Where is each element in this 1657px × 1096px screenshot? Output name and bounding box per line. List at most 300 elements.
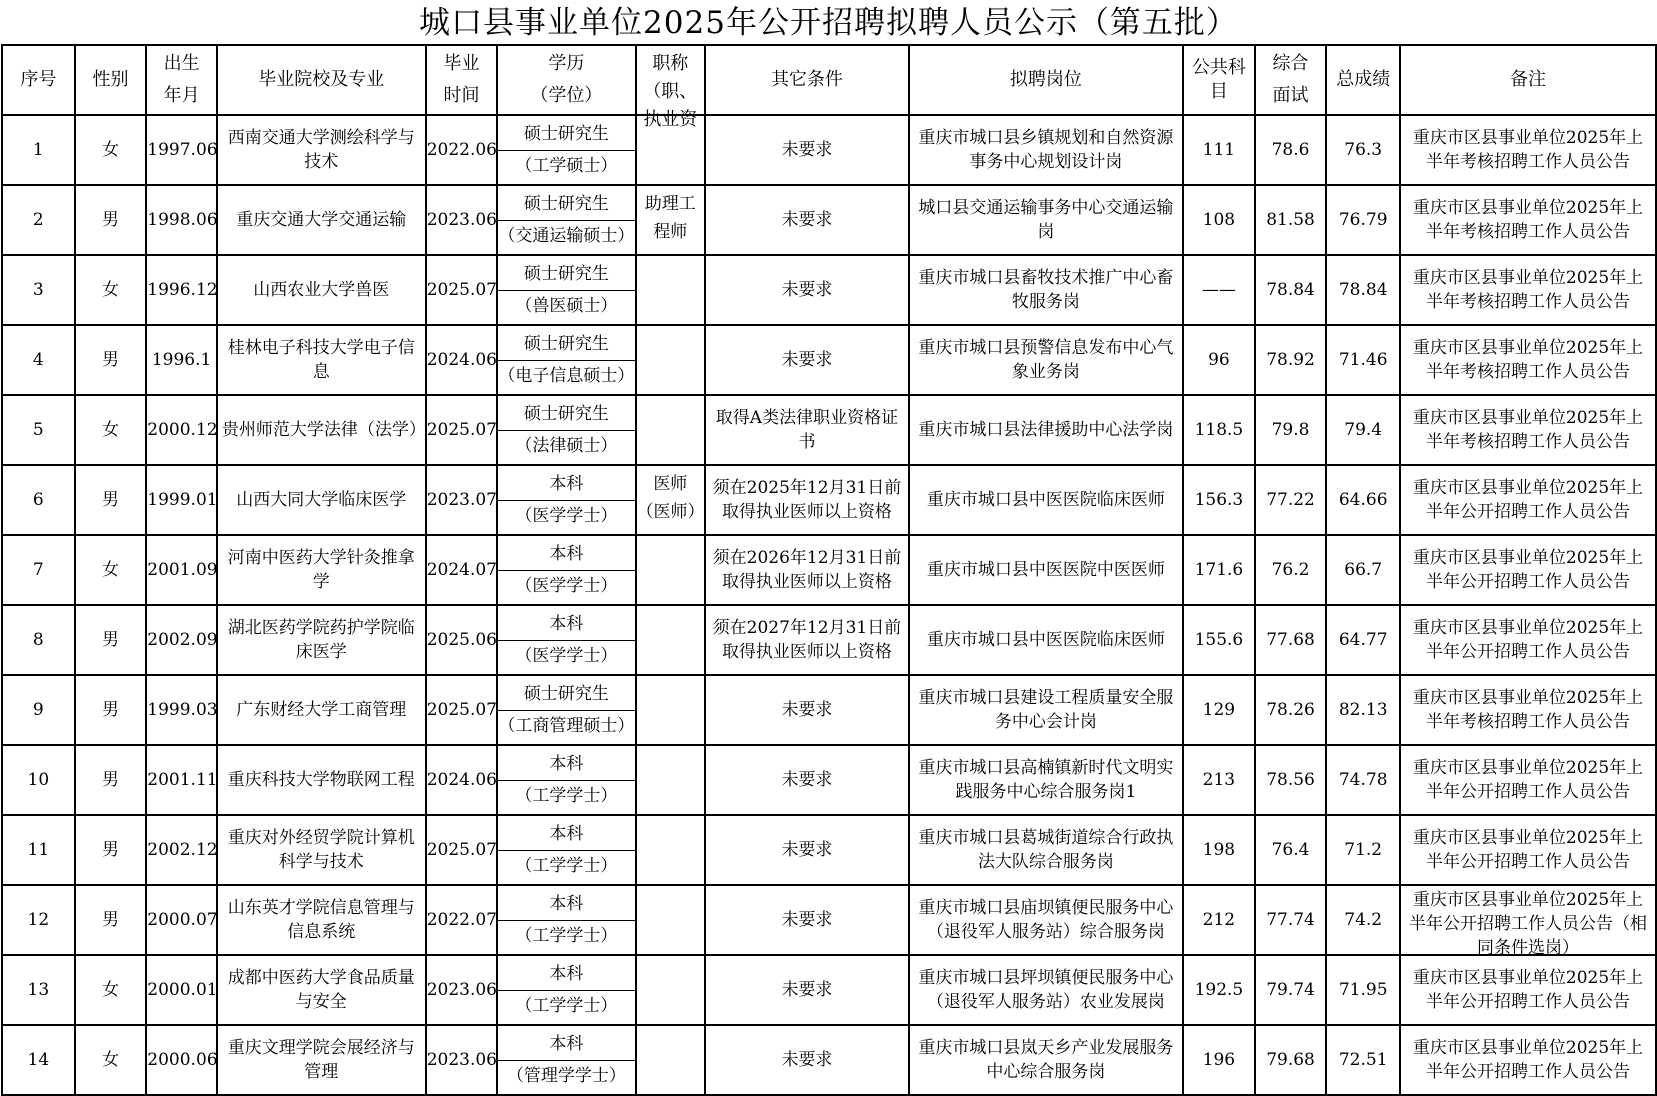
cell-total: 79.4 <box>1326 395 1400 465</box>
cell-edu-degree: （兽医硕士） <box>515 296 618 317</box>
cell-interview: 77.74 <box>1255 885 1327 955</box>
cell-total: 72.51 <box>1326 1025 1400 1095</box>
cell-birth: 2001.09 <box>146 535 217 605</box>
cell-school-text: 山西大同大学临床医学 <box>236 490 407 510</box>
cell-gender: 女 <box>75 255 147 325</box>
cell-interview: 79.68 <box>1255 1025 1327 1095</box>
cell-interview: 78.6 <box>1255 115 1327 185</box>
cell-post <box>909 745 1183 815</box>
cell-school <box>217 605 426 675</box>
cell-title <box>636 815 706 885</box>
cell-post-text: 重庆市城口县乡镇规划和自然资源事务中心规划设计岗 <box>918 128 1174 172</box>
cell-edu-degree: （交通运输硕士） <box>498 226 635 247</box>
cell-title <box>636 675 706 745</box>
cell-birth: 2001.11 <box>146 745 217 815</box>
cell-total: 64.66 <box>1326 465 1400 535</box>
header-other: 其它条件 <box>705 45 909 115</box>
table-row <box>2 1025 1656 1095</box>
cell-grad: 2023.06 <box>426 1025 498 1095</box>
cell-edu <box>497 185 635 255</box>
cell-edu-degree: （医学学士） <box>515 506 618 527</box>
cell-remark <box>1400 955 1656 1025</box>
cell-school <box>217 885 426 955</box>
cell-remark <box>1400 815 1656 885</box>
cell-other-text: 未要求 <box>781 1050 833 1070</box>
cell-public: 156.3 <box>1183 465 1255 535</box>
cell-title-text <box>637 746 705 814</box>
cell-edu-degree: （医学学士） <box>515 576 618 597</box>
cell-school-text: 湖北医药学院药护学院临床医学 <box>227 618 415 662</box>
cell-post-text: 城口县交通运输事务中心交通运输岗 <box>918 198 1174 242</box>
header-gender: 性别 <box>75 45 147 115</box>
cell-birth: 2000.12 <box>146 395 217 465</box>
cell-interview: 76.2 <box>1255 535 1327 605</box>
cell-title <box>636 395 706 465</box>
cell-edu <box>497 605 635 675</box>
cell-post <box>909 395 1183 465</box>
cell-school-text: 河南中医药大学针灸推拿学 <box>227 548 415 592</box>
cell-title-text <box>637 886 705 954</box>
table-row <box>2 885 1656 955</box>
cell-gender: 男 <box>75 465 147 535</box>
header-post: 拟聘岗位 <box>909 45 1183 115</box>
cell-edu <box>497 395 635 465</box>
cell-birth: 2000.01 <box>146 955 217 1025</box>
cell-gender: 男 <box>75 185 147 255</box>
cell-title-text <box>637 676 705 744</box>
cell-title <box>636 955 706 1025</box>
cell-edu <box>497 955 635 1025</box>
cell-post-text: 重庆市城口县法律援助中心法学岗 <box>918 420 1174 440</box>
cell-grad: 2022.07 <box>426 885 498 955</box>
cell-gender: 女 <box>75 955 147 1025</box>
cell-post <box>909 885 1183 955</box>
cell-no: 7 <box>2 535 75 605</box>
cell-public: 96 <box>1183 325 1255 395</box>
cell-remark-text: 重庆市区县事业单位2025年上半年考核招聘工作人员公告 <box>1412 268 1644 312</box>
table-row <box>2 745 1656 815</box>
cell-school-text: 重庆文理学院会展经济与管理 <box>227 1038 415 1082</box>
cell-edu <box>497 675 635 745</box>
cell-grad: 2025.07 <box>426 675 498 745</box>
cell-school-text: 重庆对外经贸学院计算机科学与技术 <box>227 828 415 872</box>
cell-edu-level: 本科 <box>498 538 634 571</box>
cell-school <box>217 115 426 185</box>
cell-edu <box>497 465 635 535</box>
cell-remark <box>1400 465 1656 535</box>
cell-gender: 男 <box>75 675 147 745</box>
cell-school-text: 桂林电子科技大学电子信息 <box>227 338 415 382</box>
cell-total: 71.2 <box>1326 815 1400 885</box>
cell-public: 129 <box>1183 675 1255 745</box>
cell-school-text: 重庆交通大学交通运输 <box>236 210 407 230</box>
cell-no: 6 <box>2 465 75 535</box>
cell-title-text <box>637 326 705 394</box>
cell-remark <box>1400 1025 1656 1095</box>
cell-total: 64.77 <box>1326 605 1400 675</box>
cell-title-text <box>637 256 705 324</box>
cell-gender: 男 <box>75 745 147 815</box>
cell-public: 198 <box>1183 815 1255 885</box>
cell-remark-text: 重庆市区县事业单位2025年上半年公开招聘工作人员公告（相同条件选岗） <box>1409 890 1648 958</box>
table-row <box>2 815 1656 885</box>
cell-gender: 男 <box>75 885 147 955</box>
cell-other-text: 未要求 <box>781 210 833 230</box>
cell-no: 1 <box>2 115 75 185</box>
cell-total: 71.46 <box>1326 325 1400 395</box>
cell-edu-degree: （工学硕士） <box>515 156 618 177</box>
cell-public: 192.5 <box>1183 955 1255 1025</box>
cell-post <box>909 955 1183 1025</box>
cell-other <box>705 255 909 325</box>
cell-remark-text: 重庆市区县事业单位2025年上半年公开招聘工作人员公告 <box>1412 1038 1644 1082</box>
cell-title <box>636 325 706 395</box>
cell-school-text: 山西农业大学兽医 <box>253 280 390 300</box>
cell-birth: 1999.03 <box>146 675 217 745</box>
cell-grad: 2023.06 <box>426 955 498 1025</box>
cell-no: 10 <box>2 745 75 815</box>
cell-edu-level: 本科 <box>498 958 634 991</box>
cell-title-text: 医师（医师） <box>636 474 705 522</box>
cell-edu-level: 硕士研究生 <box>498 398 634 431</box>
cell-grad: 2025.07 <box>426 395 498 465</box>
cell-edu <box>497 885 635 955</box>
table-row <box>2 465 1656 535</box>
cell-birth: 2002.12 <box>146 815 217 885</box>
page-title: 城口县事业单位2025年公开招聘拟聘人员公示（第五批） <box>419 5 1238 41</box>
cell-edu-degree: （管理学学士） <box>506 1066 626 1087</box>
cell-no: 12 <box>2 885 75 955</box>
header-grad: 毕业 时间 <box>426 45 498 115</box>
header-no: 序号 <box>2 45 75 115</box>
cell-interview: 81.58 <box>1255 185 1327 255</box>
cell-other <box>705 185 909 255</box>
cell-other <box>705 1025 909 1095</box>
cell-title-text <box>637 1026 705 1094</box>
cell-edu-degree: （医学学士） <box>515 646 618 667</box>
cell-remark <box>1400 745 1656 815</box>
table-row <box>2 955 1656 1025</box>
cell-remark-text: 重庆市区县事业单位2025年上半年考核招聘工作人员公告 <box>1412 198 1644 242</box>
cell-public: 171.6 <box>1183 535 1255 605</box>
cell-grad: 2025.07 <box>426 815 498 885</box>
cell-title <box>636 535 706 605</box>
cell-post <box>909 605 1183 675</box>
cell-grad: 2023.06 <box>426 185 498 255</box>
cell-school <box>217 395 426 465</box>
cell-edu-degree: （法律硕士） <box>515 436 618 457</box>
cell-public: 212 <box>1183 885 1255 955</box>
cell-other <box>705 815 909 885</box>
cell-post-text: 重庆市城口县建设工程质量安全服务中心会计岗 <box>918 688 1174 732</box>
cell-total: 78.84 <box>1326 255 1400 325</box>
cell-post <box>909 1025 1183 1095</box>
cell-public: 155.6 <box>1183 605 1255 675</box>
cell-edu-level: 硕士研究生 <box>498 118 634 151</box>
cell-other-text: 须在2025年12月31日前取得执业医师以上资格 <box>712 478 902 522</box>
cell-no: 8 <box>2 605 75 675</box>
cell-post <box>909 535 1183 605</box>
cell-post <box>909 465 1183 535</box>
header-interview: 综合 面试 <box>1255 45 1327 115</box>
cell-other <box>705 535 909 605</box>
cell-remark <box>1400 185 1656 255</box>
cell-other-text: 取得A类法律职业资格证书 <box>715 408 899 452</box>
cell-public: 118.5 <box>1183 395 1255 465</box>
cell-no: 5 <box>2 395 75 465</box>
cell-edu <box>497 745 635 815</box>
cell-title-text <box>637 536 705 604</box>
cell-remark-text: 重庆市区县事业单位2025年上半年公开招聘工作人员公告 <box>1412 618 1644 662</box>
cell-total: 74.78 <box>1326 745 1400 815</box>
cell-no: 3 <box>2 255 75 325</box>
cell-title-text: 助理工程师 <box>644 194 696 242</box>
cell-other <box>705 325 909 395</box>
cell-edu-degree: （工学学士） <box>515 926 618 947</box>
cell-school-text: 成都中医药大学食品质量与安全 <box>227 968 415 1012</box>
cell-other-text: 须在2027年12月31日前取得执业医师以上资格 <box>712 618 902 662</box>
cell-grad: 2024.06 <box>426 745 498 815</box>
cell-birth: 1997.06 <box>146 115 217 185</box>
cell-interview: 77.22 <box>1255 465 1327 535</box>
cell-no: 9 <box>2 675 75 745</box>
cell-edu <box>497 325 635 395</box>
cell-gender: 女 <box>75 1025 147 1095</box>
cell-school <box>217 255 426 325</box>
cell-no: 14 <box>2 1025 75 1095</box>
cell-other-text: 未要求 <box>781 140 833 160</box>
header-public: 公共科目 <box>1183 45 1255 115</box>
cell-edu-level: 硕士研究生 <box>498 258 634 291</box>
cell-edu-level: 本科 <box>498 748 634 781</box>
cell-post <box>909 185 1183 255</box>
cell-edu <box>497 255 635 325</box>
cell-remark-text: 重庆市区县事业单位2025年上半年公开招聘工作人员公告 <box>1412 478 1644 522</box>
cell-post-text: 重庆市城口县坪坝镇便民服务中心（退役军人服务站）农业发展岗 <box>918 968 1174 1012</box>
cell-edu-level: 本科 <box>498 1028 634 1061</box>
cell-interview: 78.84 <box>1255 255 1327 325</box>
cell-birth: 2000.07 <box>146 885 217 955</box>
cell-no: 11 <box>2 815 75 885</box>
header-school: 毕业院校及专业 <box>217 45 426 115</box>
cell-school-text: 山东英才学院信息管理与信息系统 <box>227 898 415 942</box>
cell-other-text: 未要求 <box>781 770 833 790</box>
cell-grad: 2023.07 <box>426 465 498 535</box>
cell-post <box>909 815 1183 885</box>
cell-other <box>705 955 909 1025</box>
cell-total: 66.7 <box>1326 535 1400 605</box>
cell-remark-text: 重庆市区县事业单位2025年上半年公开招聘工作人员公告 <box>1412 828 1644 872</box>
header-title: 职称 （职、 执业资 <box>636 45 706 115</box>
cell-grad: 2025.07 <box>426 255 498 325</box>
cell-edu <box>497 115 635 185</box>
cell-grad: 2025.06 <box>426 605 498 675</box>
table-row <box>2 325 1656 395</box>
cell-school <box>217 185 426 255</box>
cell-other-text: 未要求 <box>781 910 833 930</box>
cell-birth: 1996.12 <box>146 255 217 325</box>
cell-post-text: 重庆市城口县中医医院中医医师 <box>926 560 1165 580</box>
cell-title-text <box>637 396 705 464</box>
header-total: 总成绩 <box>1326 45 1400 115</box>
table-row <box>2 185 1656 255</box>
table-row <box>2 255 1656 325</box>
cell-public: —— <box>1183 255 1255 325</box>
cell-other-text: 未要求 <box>781 280 833 300</box>
cell-gender: 女 <box>75 535 147 605</box>
cell-edu-degree: （工商管理硕士） <box>498 716 635 737</box>
cell-title-text <box>637 606 705 674</box>
cell-post-text: 重庆市城口县预警信息发布中心气象业务岗 <box>918 338 1174 382</box>
cell-title <box>636 885 706 955</box>
cell-title <box>636 255 706 325</box>
cell-edu-level: 硕士研究生 <box>498 188 634 221</box>
cell-school-text: 广东财经大学工商管理 <box>236 700 407 720</box>
cell-edu-degree: （工学学士） <box>515 996 618 1017</box>
cell-post-text: 重庆市城口县葛城街道综合行政执法大队综合服务岗 <box>918 828 1174 872</box>
cell-remark-text: 重庆市区县事业单位2025年上半年公开招聘工作人员公告 <box>1412 758 1644 802</box>
cell-total: 82.13 <box>1326 675 1400 745</box>
cell-birth: 2000.06 <box>146 1025 217 1095</box>
cell-remark <box>1400 325 1656 395</box>
cell-interview: 76.4 <box>1255 815 1327 885</box>
cell-post-text: 重庆市城口县中医医院临床医师 <box>926 490 1165 510</box>
cell-school <box>217 465 426 535</box>
cell-interview: 79.8 <box>1255 395 1327 465</box>
cell-total: 74.2 <box>1326 885 1400 955</box>
cell-school <box>217 675 426 745</box>
cell-no: 13 <box>2 955 75 1025</box>
recruitment-table <box>1 44 1657 1096</box>
cell-grad: 2024.07 <box>426 535 498 605</box>
cell-post <box>909 255 1183 325</box>
cell-interview: 79.74 <box>1255 955 1327 1025</box>
cell-school <box>217 955 426 1025</box>
cell-edu-level: 硕士研究生 <box>498 678 634 711</box>
cell-remark-text: 重庆市区县事业单位2025年上半年公开招聘工作人员公告 <box>1412 968 1644 1012</box>
table-row <box>2 535 1656 605</box>
cell-title-text <box>637 816 705 884</box>
cell-title <box>636 605 706 675</box>
cell-other <box>705 885 909 955</box>
cell-total: 76.79 <box>1326 185 1400 255</box>
cell-title <box>636 745 706 815</box>
cell-remark-text: 重庆市区县事业单位2025年上半年公开招聘工作人员公告 <box>1412 548 1644 592</box>
cell-remark <box>1400 115 1656 185</box>
cell-title-text <box>637 956 705 1024</box>
header-edu: 学历 （学位） <box>497 45 635 115</box>
cell-gender: 女 <box>75 395 147 465</box>
cell-post-text: 重庆市城口县庙坝镇便民服务中心（退役军人服务站）综合服务岗 <box>918 898 1174 942</box>
cell-school-text: 贵州师范大学法律（法学） <box>221 420 426 440</box>
cell-public: 213 <box>1183 745 1255 815</box>
cell-other <box>705 675 909 745</box>
table-row <box>2 395 1656 465</box>
cell-grad: 2024.06 <box>426 325 498 395</box>
cell-remark <box>1400 255 1656 325</box>
cell-interview: 77.68 <box>1255 605 1327 675</box>
cell-birth: 1998.06 <box>146 185 217 255</box>
header-remark: 备注 <box>1400 45 1656 115</box>
cell-post <box>909 325 1183 395</box>
cell-school <box>217 1025 426 1095</box>
cell-post-text: 重庆市城口县高楠镇新时代文明实践服务中心综合服务岗1 <box>918 758 1174 802</box>
cell-other <box>705 115 909 185</box>
table-row <box>2 115 1656 185</box>
cell-remark <box>1400 395 1656 465</box>
cell-post-text: 重庆市城口县畜牧技术推广中心畜牧服务岗 <box>918 268 1174 312</box>
table-row <box>2 605 1656 675</box>
table-header-row <box>2 45 1656 115</box>
cell-gender: 男 <box>75 605 147 675</box>
cell-post-text: 重庆市城口县中医医院临床医师 <box>926 630 1165 650</box>
cell-interview: 78.92 <box>1255 325 1327 395</box>
cell-gender: 女 <box>75 115 147 185</box>
cell-other <box>705 745 909 815</box>
cell-remark-text: 重庆市区县事业单位2025年上半年考核招聘工作人员公告 <box>1412 338 1644 382</box>
cell-title <box>636 465 706 535</box>
header-birth: 出生 年月 <box>146 45 217 115</box>
cell-edu-level: 硕士研究生 <box>498 328 634 361</box>
cell-other <box>705 605 909 675</box>
cell-school <box>217 535 426 605</box>
cell-interview: 78.56 <box>1255 745 1327 815</box>
cell-edu <box>497 1025 635 1095</box>
cell-edu-level: 本科 <box>498 608 634 641</box>
cell-school-text: 西南交通大学测绘科学与技术 <box>227 128 415 172</box>
cell-edu <box>497 535 635 605</box>
cell-other-text: 未要求 <box>781 840 833 860</box>
cell-total: 71.95 <box>1326 955 1400 1025</box>
cell-birth: 2002.09 <box>146 605 217 675</box>
cell-other <box>705 465 909 535</box>
table-row <box>2 675 1656 745</box>
cell-title <box>636 185 706 255</box>
cell-edu-level: 本科 <box>498 468 634 501</box>
cell-other-text: 须在2026年12月31日前取得执业医师以上资格 <box>712 548 902 592</box>
cell-interview: 78.26 <box>1255 675 1327 745</box>
cell-total: 76.3 <box>1326 115 1400 185</box>
cell-grad: 2022.06 <box>426 115 498 185</box>
cell-post <box>909 115 1183 185</box>
cell-no: 4 <box>2 325 75 395</box>
cell-birth: 1996.1 <box>146 325 217 395</box>
cell-other-text: 未要求 <box>781 980 833 1000</box>
cell-remark-text: 重庆市区县事业单位2025年上半年考核招聘工作人员公告 <box>1412 128 1644 172</box>
cell-remark <box>1400 535 1656 605</box>
cell-other-text: 未要求 <box>781 700 833 720</box>
cell-edu-level: 本科 <box>498 818 634 851</box>
cell-public: 108 <box>1183 185 1255 255</box>
cell-post <box>909 675 1183 745</box>
cell-edu-degree: （工学学士） <box>515 786 618 807</box>
cell-remark <box>1400 605 1656 675</box>
cell-remark <box>1400 675 1656 745</box>
cell-remark-text: 重庆市区县事业单位2025年上半年考核招聘工作人员公告 <box>1412 688 1644 732</box>
cell-post-text: 重庆市城口县岚天乡产业发展服务中心综合服务岗 <box>918 1038 1174 1082</box>
cell-public: 196 <box>1183 1025 1255 1095</box>
cell-remark <box>1400 885 1656 958</box>
cell-title <box>636 1025 706 1095</box>
cell-no: 2 <box>2 185 75 255</box>
cell-gender: 男 <box>75 815 147 885</box>
cell-gender: 男 <box>75 325 147 395</box>
cell-edu-level: 本科 <box>498 888 634 921</box>
cell-other-text: 未要求 <box>781 350 833 370</box>
cell-edu-degree: （电子信息硕士） <box>498 366 635 387</box>
cell-edu <box>497 815 635 885</box>
cell-school <box>217 745 426 815</box>
